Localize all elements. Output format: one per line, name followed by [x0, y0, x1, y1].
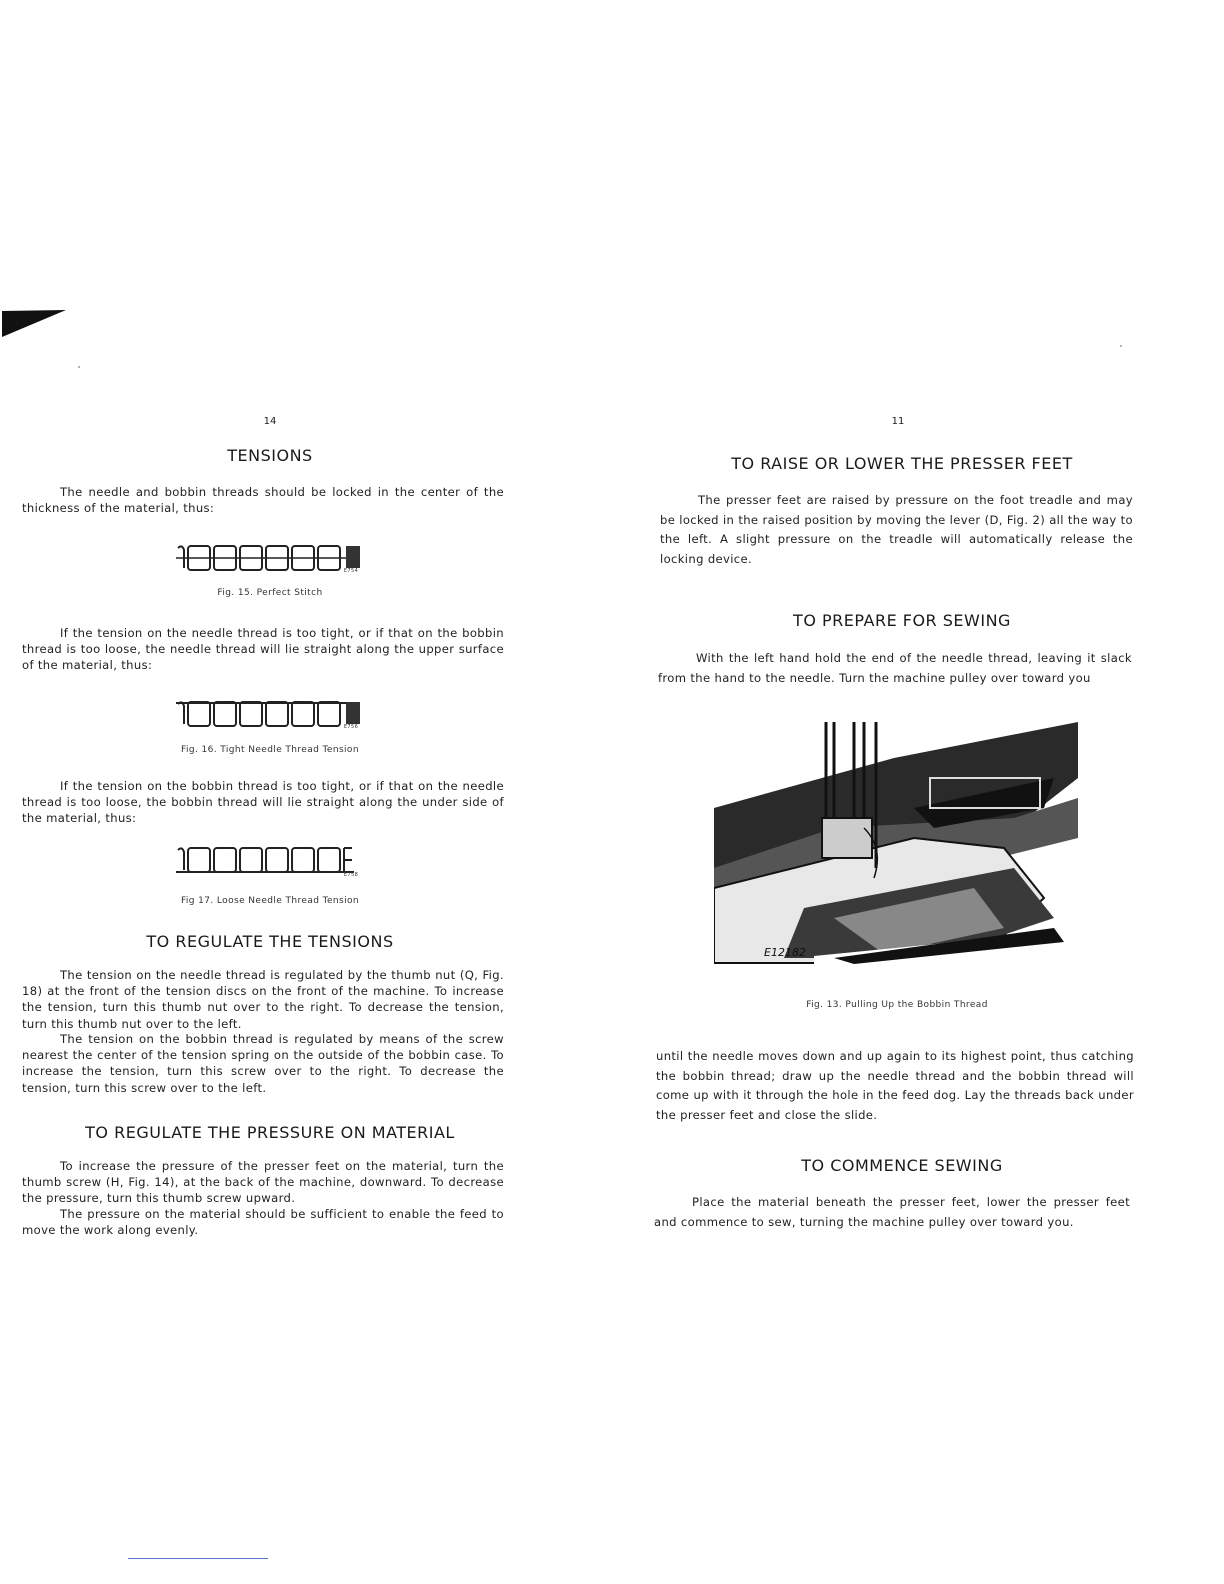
fig15-caption: Fig. 15. Perfect Stitch	[217, 588, 323, 598]
regulate-tensions-para-1: The tension on the needle thread is regulated by the thumb nut (Q, Fig. 18) at the front of the tension discs on the front of the machine. To increase the tension, turn this thumb nut over to the right. To decrease the tension, turn this thumb nut over to the left.	[22, 968, 504, 1031]
fig13-code: E12182	[764, 946, 806, 959]
section-title-regulate-tensions: TO REGULATE THE TENSIONS	[146, 932, 394, 951]
section-title-regulate-pressure: TO REGULATE THE PRESSURE ON MATERIAL	[85, 1123, 455, 1142]
fig15-code: E754	[343, 568, 359, 574]
prepare-sewing-para: With the left hand hold the end of the needle thread, leaving it slack from the hand to the needle. Turn the machine pulley over toward you	[658, 651, 1132, 685]
raise-presser-feet-para: The presser feet are raised by pressure on the foot treadle and may be locked in the raised position by moving the lever (D, Fig. 2) all the way to the left. A slight pressure on the treadle will automatically release the locking device.	[660, 493, 1133, 566]
fig17-code: E758	[343, 872, 359, 878]
page-number: 14	[263, 416, 277, 427]
continue-para: until the needle moves down and up again to its highest point, thus catching the bobbin thread; draw up the needle thread and the bobbin thread will come up with it through the hole in the feed dog. Lay the threads back under the presser feet and close the slide.	[656, 1049, 1134, 1122]
regulate-tensions-para-2: The tension on the bobbin thread is regulated by means of the screw nearest the center of the tension spring on the outside of the bobbin case. To increase the tension, turn this screw over to the right. To decrease the tension, turn this screw over to the left.	[22, 1032, 504, 1095]
tight-tension-para: If the tension on the needle thread is too tight, or if that on the bobbin thread is too loose, the needle thread will lie straight along the upper surface of the material, thus:	[22, 626, 504, 673]
section-title-raise-presser-feet: TO RAISE OR LOWER THE PRESSER FEET	[731, 454, 1073, 473]
section-title-prepare-sewing: TO PREPARE FOR SEWING	[793, 611, 1011, 630]
bottom-rule	[128, 1558, 268, 1559]
commence-sewing-para: Place the material beneath the presser feet, lower the presser feet and commence to sew, turning the machine pulley over toward you.	[654, 1195, 1130, 1229]
section-title-commence-sewing: TO COMMENCE SEWING	[801, 1156, 1003, 1175]
right-page	[612, 0, 1224, 1584]
tensions-intro: The needle and bobbin threads should be locked in the center of the thickness of the material, thus:	[22, 485, 504, 516]
fig17-caption: Fig 17. Loose Needle Thread Tension	[180, 896, 360, 906]
section-title-tensions: TENSIONS	[227, 446, 313, 465]
regulate-pressure-para-1: To increase the pressure of the presser feet on the material, turn the thumb screw (H, Fig. 14), at the back of the machine, downward. To decrease the pressure, turn this thumb screw upward.	[22, 1159, 504, 1206]
fig16-code: E756	[343, 724, 359, 730]
bobbin-thread-photo	[714, 718, 1078, 964]
loose-tension-para: If the tension on the bobbin thread is too tight, or if that on the needle thread is too loose, the bobbin thread will lie straight along the under side of the material, thus:	[22, 779, 504, 826]
fig13-caption: Fig. 13. Pulling Up the Bobbin Thread	[806, 1000, 988, 1010]
page-number: 11	[891, 416, 905, 427]
regulate-pressure-para-2: The pressure on the material should be sufficient to enable the feed to move the work along evenly.	[22, 1207, 504, 1238]
fig16-caption: Fig. 16. Tight Needle Thread Tension	[181, 745, 359, 755]
